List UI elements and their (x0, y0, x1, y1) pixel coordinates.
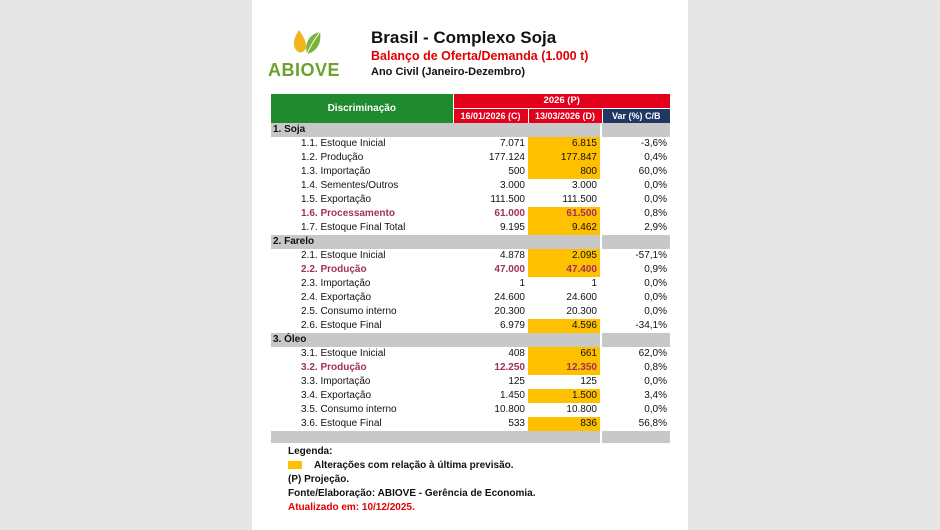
section-row (271, 333, 670, 347)
value-d: 47.400 (528, 263, 600, 277)
value-d: 177.847 (528, 151, 600, 165)
col-header-c: 16/01/2026 (C) (453, 109, 528, 124)
leaf-drop-icon (290, 26, 324, 60)
table-row (271, 249, 670, 263)
value-var: 60,0% (638, 166, 667, 177)
table-row (271, 361, 670, 375)
col-header-d: 13/03/2026 (D) (528, 109, 602, 124)
row-label: 1.6. Processamento (301, 208, 395, 219)
table-row (271, 277, 670, 291)
row-label: 1.4. Sementes/Outros (301, 180, 399, 191)
value-c: 6.979 (499, 320, 525, 331)
value-c: 500 (508, 166, 525, 177)
value-c: 111.500 (490, 194, 525, 205)
value-d: 3.000 (571, 180, 597, 191)
value-var: 0,0% (644, 278, 667, 289)
section-blank (528, 123, 600, 137)
section-title: 1. Soja (271, 123, 453, 137)
page-subtitle: Balanço de Oferta/Demanda (1.000 t) (371, 49, 589, 63)
value-var: 0,0% (644, 292, 667, 303)
value-c: 1.450 (499, 390, 525, 401)
value-c: 61.000 (494, 208, 525, 219)
value-c: 12.250 (494, 362, 525, 373)
value-var: -34,1% (635, 320, 667, 331)
value-d: 6.815 (528, 137, 600, 151)
section-title: 3. Óleo (271, 333, 453, 347)
value-c: 9.195 (499, 222, 525, 233)
row-label: 1.5. Exportação (301, 194, 372, 205)
row-label: 3.2. Produção (301, 362, 367, 373)
footer-cell (602, 431, 670, 443)
value-d: 24.600 (566, 292, 597, 303)
value-d: 111.500 (562, 194, 597, 205)
table-row (271, 193, 670, 207)
value-c: 1 (519, 278, 525, 289)
value-d: 2.095 (528, 249, 600, 263)
row-label: 2.2. Produção (301, 264, 367, 275)
col-header-var: Var (%) C/B (602, 109, 670, 124)
value-c: 125 (508, 376, 525, 387)
table-row (271, 263, 670, 277)
row-label: 3.6. Estoque Final (301, 418, 382, 429)
value-var: 0,0% (644, 180, 667, 191)
section-row (271, 123, 670, 137)
value-d: 836 (528, 417, 600, 431)
section-blank (602, 123, 670, 137)
legend-projection: (P) Projeção. (288, 474, 350, 485)
table-row (271, 291, 670, 305)
value-var: 3,4% (644, 390, 667, 401)
table-row (271, 389, 670, 403)
table-row (271, 347, 670, 361)
col-header-year: 2026 (P) (453, 94, 670, 109)
footer-cell (453, 431, 528, 443)
value-d: 661 (528, 347, 600, 361)
section-blank (528, 235, 600, 249)
table-row (271, 221, 670, 235)
table-row (271, 305, 670, 319)
value-c: 10.800 (494, 404, 525, 415)
value-d: 61.500 (528, 207, 600, 221)
section-blank (528, 333, 600, 347)
value-var: 0,0% (644, 194, 667, 205)
value-d: 10.800 (566, 404, 597, 415)
value-d: 20.300 (566, 306, 597, 317)
section-blank (453, 333, 528, 347)
section-blank (453, 123, 528, 137)
section-blank (453, 235, 528, 249)
row-label: 2.1. Estoque Inicial (301, 250, 386, 261)
value-var: 0,0% (644, 376, 667, 387)
value-c: 4.878 (499, 250, 525, 261)
row-label: 3.5. Consumo interno (301, 404, 397, 415)
page-title: Brasil - Complexo Soja (371, 28, 557, 47)
value-d: 12.350 (528, 361, 600, 375)
legend (288, 445, 535, 515)
row-label: 3.4. Exportação (301, 390, 372, 401)
table-row (271, 207, 670, 221)
legend-highlight-row (288, 459, 535, 473)
value-var: 0,0% (644, 306, 667, 317)
value-d: 4.596 (528, 319, 600, 333)
row-label: 1.7. Estoque Final Total (301, 222, 406, 233)
value-var: 0,8% (644, 208, 667, 219)
abiove-logo (268, 26, 346, 84)
value-c: 7.071 (499, 138, 525, 149)
value-c: 20.300 (494, 306, 525, 317)
table-row (271, 403, 670, 417)
value-d: 800 (528, 165, 600, 179)
value-c: 408 (508, 348, 525, 359)
section-blank (602, 235, 670, 249)
footer-cell (271, 431, 453, 443)
value-var: 0,0% (644, 404, 667, 415)
col-header-discriminacao: Discriminação (271, 94, 453, 123)
row-label: 1.3. Importação (301, 166, 371, 177)
table-footer-row (271, 431, 670, 443)
legend-updated: Atualizado em: 10/12/2025. (288, 502, 415, 513)
value-var: 56,8% (638, 418, 667, 429)
table-row (271, 165, 670, 179)
value-c: 24.600 (494, 292, 525, 303)
value-c: 177.124 (488, 152, 525, 163)
period-label: Ano Civil (Janeiro-Dezembro) (371, 66, 526, 78)
row-label: 1.1. Estoque Inicial (301, 138, 386, 149)
highlight-swatch (288, 461, 302, 469)
section-blank (602, 333, 670, 347)
value-c: 47.000 (494, 264, 525, 275)
value-var: 62,0% (638, 348, 667, 359)
value-d: 125 (580, 376, 597, 387)
table-row (271, 375, 670, 389)
value-var: 2,9% (644, 222, 667, 233)
legend-highlight-note: Alterações com relação à última previsão. (314, 460, 514, 471)
row-label: 3.3. Importação (301, 376, 371, 387)
row-label: 2.3. Importação (301, 278, 371, 289)
row-label: 2.6. Estoque Final (301, 320, 382, 331)
value-d: 1.500 (528, 389, 600, 403)
section-title: 2. Farelo (271, 235, 453, 249)
value-d: 9.462 (528, 221, 600, 235)
value-var: 0,4% (644, 152, 667, 163)
row-label: 3.1. Estoque Inicial (301, 348, 386, 359)
legend-source: Fonte/Elaboração: ABIOVE - Gerência de Economia. (288, 488, 536, 499)
legend-title: Legenda: (288, 446, 333, 457)
value-c: 3.000 (499, 180, 525, 191)
value-var: -57,1% (635, 250, 667, 261)
row-label: 2.4. Exportação (301, 292, 372, 303)
report-sheet (252, 0, 688, 530)
footer-cell (528, 431, 600, 443)
table-row (271, 137, 670, 151)
row-label: 1.2. Produção (301, 152, 364, 163)
logo-text: ABIOVE (268, 60, 341, 80)
table-header-row (271, 94, 670, 109)
value-d: 1 (591, 278, 597, 289)
row-label: 2.5. Consumo interno (301, 306, 397, 317)
value-var: 0,8% (644, 362, 667, 373)
balance-table (271, 94, 670, 443)
value-var: 0,9% (644, 264, 667, 275)
table-row (271, 179, 670, 193)
section-row (271, 235, 670, 249)
table-row (271, 319, 670, 333)
value-var: -3,6% (640, 138, 667, 149)
value-c: 533 (508, 418, 525, 429)
table-row (271, 417, 670, 431)
table-row (271, 151, 670, 165)
